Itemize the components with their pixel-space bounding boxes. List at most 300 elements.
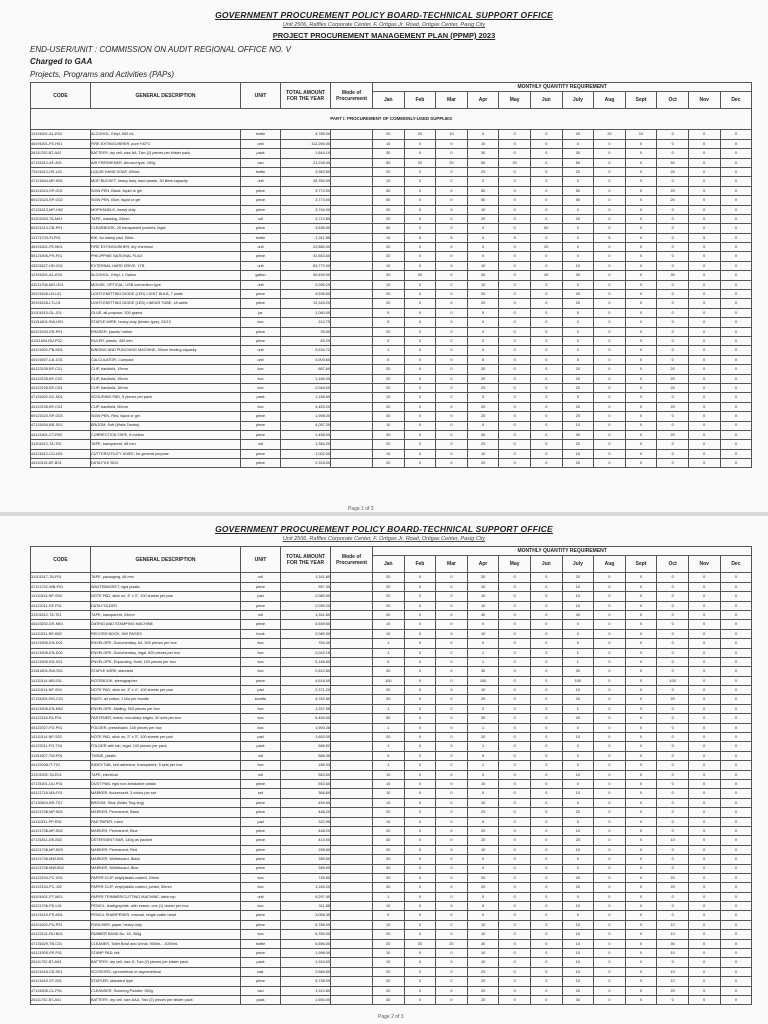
- qty-aug: 0: [594, 761, 626, 770]
- qty-feb: 0: [404, 920, 436, 929]
- qty-may: 0: [499, 592, 531, 601]
- item-unit: pack: [241, 995, 281, 1004]
- item-description: TWINE, plastic: [91, 751, 241, 760]
- item-description: ENVELOPE, Documentary, A4, 500 pieces per box: [91, 639, 241, 648]
- qty-aug: 0: [594, 629, 626, 638]
- item-description: WASTEBASKET, rigid plastic: [91, 582, 241, 591]
- qty-may: 0: [499, 949, 531, 958]
- item-code: 44122008-IT-T01: [31, 761, 91, 770]
- qty-nov: 0: [688, 826, 720, 835]
- item-mode: [331, 336, 373, 345]
- item-description: PENCIL SHARPENER, manual, single cutter head: [91, 911, 241, 920]
- qty-aug: 0: [594, 967, 626, 976]
- qty-aug: 0: [594, 977, 626, 986]
- item-total-amount: 2,371.20: [281, 686, 331, 695]
- qty-nov: 0: [688, 873, 720, 882]
- item-unit: bundle: [241, 695, 281, 704]
- qty-mar: 0: [436, 318, 468, 327]
- qty-nov: 0: [688, 308, 720, 317]
- qty-dec: 0: [720, 573, 752, 582]
- qty-july: 0: [562, 336, 594, 345]
- qty-oct: 0: [657, 393, 689, 402]
- col-code-header: CODE: [31, 547, 91, 573]
- qty-aug: 0: [594, 412, 626, 421]
- item-description: AIR FRESHENER, Aerosol type, 150g: [91, 158, 241, 167]
- item-code: 31201503-TA-M01: [31, 214, 91, 223]
- item-unit: pad: [241, 733, 281, 742]
- qty-apr: 100: [467, 676, 499, 685]
- qty-jun: 0: [530, 139, 562, 148]
- table-row: [31, 355, 752, 364]
- qty-apr: 5: [467, 902, 499, 911]
- qty-oct: 0: [657, 686, 689, 695]
- page-number-2: Page 2 of 3: [378, 1014, 404, 1020]
- table-row: [31, 243, 752, 252]
- table-row: [31, 770, 752, 779]
- qty-nov: 0: [688, 911, 720, 920]
- agency-address: Unit 2506, Raffles Corporate Center, F. Ortigas Jr. Road, Ortigas Center, Pasig City: [282, 22, 486, 28]
- qty-mar: 0: [436, 714, 468, 723]
- item-unit: piece: [241, 252, 281, 261]
- item-mode: [331, 779, 373, 788]
- qty-jun: 0: [530, 601, 562, 610]
- qty-nov: 0: [688, 939, 720, 948]
- qty-mar: 0: [436, 582, 468, 591]
- monthly-qty-header: MONTHLY QUANTITY REQUIREMENT: [373, 547, 752, 556]
- qty-nov: 0: [688, 733, 720, 742]
- qty-dec: 0: [720, 355, 752, 364]
- qty-july: 20: [562, 808, 594, 817]
- qty-may: 0: [499, 299, 531, 308]
- table-row: [31, 412, 752, 421]
- qty-sept: 0: [625, 186, 657, 195]
- item-code: 39101628-LT-L01: [31, 299, 91, 308]
- table-row: [31, 779, 752, 788]
- item-unit: piece: [241, 290, 281, 299]
- item-unit: book: [241, 629, 281, 638]
- item-description: NOTE PAD, stick on, 3" x 4", 100 sheets per pad: [91, 686, 241, 695]
- qty-jan: 10: [373, 629, 405, 638]
- item-total-amount: 1,060.00: [281, 308, 331, 317]
- qty-apr: 1: [467, 648, 499, 657]
- qty-sept: 0: [625, 196, 657, 205]
- qty-may: 0: [499, 883, 531, 892]
- qty-apr: 20: [467, 440, 499, 449]
- qty-aug: 0: [594, 421, 626, 430]
- qty-jan: 20: [373, 977, 405, 986]
- table-row: [31, 648, 752, 657]
- table-row: [31, 789, 752, 798]
- month-header-oct: Oct: [657, 92, 689, 109]
- qty-jun: 0: [530, 958, 562, 967]
- qty-july: 20: [562, 459, 594, 468]
- qty-may: 0: [499, 214, 531, 223]
- qty-oct: 20: [657, 695, 689, 704]
- item-mode: [331, 205, 373, 214]
- qty-apr: 50: [467, 158, 499, 167]
- item-mode: [331, 233, 373, 242]
- qty-may: 0: [499, 873, 531, 882]
- qty-sept: 0: [625, 365, 657, 374]
- item-total-amount: 1,158.60: [281, 393, 331, 402]
- qty-jan: 1: [373, 704, 405, 713]
- qty-feb: 0: [404, 855, 436, 864]
- qty-nov: 0: [688, 770, 720, 779]
- qty-oct: 0: [657, 318, 689, 327]
- qty-may: 0: [499, 648, 531, 657]
- qty-may: 0: [499, 196, 531, 205]
- qty-may: 0: [499, 995, 531, 1004]
- item-total-amount: 289.50: [281, 864, 331, 873]
- item-mode: [331, 214, 373, 223]
- qty-dec: 0: [720, 845, 752, 854]
- item-code: 31151804-SW-S01: [31, 667, 91, 676]
- item-mode: [331, 667, 373, 676]
- qty-july: 10: [562, 421, 594, 430]
- qty-mar: 0: [436, 421, 468, 430]
- qty-feb: 0: [404, 648, 436, 657]
- qty-oct: 0: [657, 864, 689, 873]
- item-mode: [331, 892, 373, 901]
- qty-oct: 0: [657, 440, 689, 449]
- qty-july: 50: [562, 196, 594, 205]
- qty-mar: 0: [436, 177, 468, 186]
- item-description: RUBBER BAND No. 18, 350g: [91, 930, 241, 939]
- item-total-amount: 311.85: [281, 902, 331, 911]
- table-row: [31, 883, 752, 892]
- item-total-amount: 1,900.28: [281, 723, 331, 732]
- col-mode-header: Mode of Procurement: [331, 547, 373, 573]
- qty-apr: 10: [467, 930, 499, 939]
- qty-jan: 5: [373, 318, 405, 327]
- qty-july: 0: [562, 280, 594, 289]
- qty-sept: 0: [625, 610, 657, 619]
- qty-nov: 0: [688, 130, 720, 139]
- table-row: [31, 601, 752, 610]
- item-unit: box: [241, 383, 281, 392]
- item-description: SIGN PEN, Black, liquid or gel: [91, 186, 241, 195]
- qty-jan: 10: [373, 177, 405, 186]
- item-code: 47121702-WB-P01: [31, 582, 91, 591]
- item-description: PHILIPPINE NATIONAL FLAG: [91, 252, 241, 261]
- qty-oct: 0: [657, 459, 689, 468]
- qty-feb: 0: [404, 430, 436, 439]
- item-description: NOTE PAD, stick on, 2" x 3", 100 sheets per pad: [91, 733, 241, 742]
- qty-may: 0: [499, 290, 531, 299]
- qty-apr: 1: [467, 657, 499, 666]
- item-unit: pack: [241, 393, 281, 402]
- qty-jan: 20: [373, 592, 405, 601]
- item-total-amount: 83,772.00: [281, 261, 331, 270]
- qty-july: 10: [562, 789, 594, 798]
- table-row: [31, 864, 752, 873]
- qty-july: 0: [562, 629, 594, 638]
- qty-may: 0: [499, 271, 531, 280]
- qty-jun: 0: [530, 883, 562, 892]
- qty-sept: 0: [625, 676, 657, 685]
- qty-oct: 0: [657, 808, 689, 817]
- table-row: [31, 449, 752, 458]
- item-description: SCISSORS, symmetrical or asymmetrical: [91, 967, 241, 976]
- item-total-amount: 1,240.20: [281, 883, 331, 892]
- item-total-amount: 3,903.60: [281, 355, 331, 364]
- qty-dec: 0: [720, 336, 752, 345]
- item-code: 47131601-DU-P01: [31, 779, 91, 788]
- qty-jan: 20: [373, 733, 405, 742]
- qty-may: 0: [499, 346, 531, 355]
- qty-apr: 30: [467, 939, 499, 948]
- qty-apr: 0: [467, 336, 499, 345]
- qty-sept: 0: [625, 318, 657, 327]
- qty-feb: 0: [404, 667, 436, 676]
- qty-nov: 0: [688, 573, 720, 582]
- item-unit: roll: [241, 770, 281, 779]
- qty-sept: 10: [625, 130, 657, 139]
- table-row: [31, 939, 752, 948]
- qty-july: 1: [562, 657, 594, 666]
- qty-feb: 0: [404, 686, 436, 695]
- qty-mar: 0: [436, 920, 468, 929]
- item-code: 26111702-BT-A02: [31, 149, 91, 158]
- item-total-amount: 6,760.00: [281, 930, 331, 939]
- qty-aug: 0: [594, 365, 626, 374]
- qty-jun: 0: [530, 592, 562, 601]
- qty-sept: 0: [625, 733, 657, 742]
- qty-dec: 0: [720, 402, 752, 411]
- qty-july: 10: [562, 733, 594, 742]
- qty-dec: 0: [720, 648, 752, 657]
- item-total-amount: 1,913.60: [281, 986, 331, 995]
- qty-jan: 20: [373, 573, 405, 582]
- qty-mar: 0: [436, 855, 468, 864]
- item-unit: can: [241, 986, 281, 995]
- qty-nov: 0: [688, 592, 720, 601]
- qty-aug: 0: [594, 299, 626, 308]
- qty-jan: 20: [373, 383, 405, 392]
- qty-july: 0: [562, 742, 594, 751]
- qty-dec: 0: [720, 374, 752, 383]
- qty-aug: 20: [594, 130, 626, 139]
- item-total-amount: 1,653.00: [281, 733, 331, 742]
- qty-mar: 0: [436, 412, 468, 421]
- qty-dec: 0: [720, 826, 752, 835]
- item-description: PAPER CLIP, vinyl/plastic coated, jumbo, 50mm: [91, 883, 241, 892]
- qty-may: 20: [499, 158, 531, 167]
- qty-apr: 10: [467, 958, 499, 967]
- qty-july: 10: [562, 582, 594, 591]
- month-header-dec: Dec: [720, 556, 752, 573]
- qty-apr: 20: [467, 402, 499, 411]
- table-row: [31, 911, 752, 920]
- qty-jun: 0: [530, 346, 562, 355]
- qty-apr: 20: [467, 412, 499, 421]
- qty-oct: 0: [657, 892, 689, 901]
- item-total-amount: 583.50: [281, 770, 331, 779]
- qty-nov: 0: [688, 949, 720, 958]
- qty-mar: 0: [436, 995, 468, 1004]
- item-code: 14111531-RE-B02: [31, 629, 91, 638]
- qty-aug: 0: [594, 995, 626, 1004]
- qty-sept: 0: [625, 308, 657, 317]
- qty-may: 0: [499, 149, 531, 158]
- qty-jan: 10: [373, 798, 405, 807]
- item-mode: [331, 930, 373, 939]
- item-mode: [331, 751, 373, 760]
- qty-dec: 0: [720, 958, 752, 967]
- item-unit: box: [241, 714, 281, 723]
- qty-may: 0: [499, 723, 531, 732]
- qty-july: 10: [562, 939, 594, 948]
- qty-oct: 0: [657, 770, 689, 779]
- table-row: [31, 723, 752, 732]
- qty-feb: 0: [404, 798, 436, 807]
- qty-july: 40: [562, 610, 594, 619]
- table-row: [31, 836, 752, 845]
- table-row: [31, 592, 752, 601]
- qty-aug: 0: [594, 902, 626, 911]
- item-total-amount: 6,786.00: [281, 920, 331, 929]
- qty-nov: 0: [688, 967, 720, 976]
- qty-dec: 0: [720, 892, 752, 901]
- qty-apr: 0: [467, 704, 499, 713]
- qty-apr: 10: [467, 629, 499, 638]
- qty-nov: 0: [688, 902, 720, 911]
- item-mode: [331, 995, 373, 1004]
- qty-nov: 0: [688, 167, 720, 176]
- qty-jan: 20: [373, 808, 405, 817]
- table-row: [31, 271, 752, 280]
- table-row: [31, 714, 752, 723]
- item-unit: box: [241, 930, 281, 939]
- table-row: [31, 393, 752, 402]
- qty-apr: 5: [467, 817, 499, 826]
- qty-sept: 0: [625, 573, 657, 582]
- charged-to: Charged to GAA: [30, 57, 93, 66]
- qty-nov: 0: [688, 817, 720, 826]
- qty-dec: 0: [720, 939, 752, 948]
- qty-aug: 0: [594, 449, 626, 458]
- qty-jan: 20: [373, 374, 405, 383]
- qty-jun: 0: [530, 723, 562, 732]
- qty-oct: 10: [657, 920, 689, 929]
- qty-sept: 0: [625, 695, 657, 704]
- item-total-amount: 448.20: [281, 808, 331, 817]
- qty-dec: 0: [720, 280, 752, 289]
- qty-may: 0: [499, 686, 531, 695]
- qty-mar: 0: [436, 770, 468, 779]
- item-description: GLUE, all-purpose, 200 grams: [91, 308, 241, 317]
- qty-nov: 0: [688, 629, 720, 638]
- table-row: [31, 402, 752, 411]
- qty-aug: 0: [594, 318, 626, 327]
- qty-oct: 20: [657, 383, 689, 392]
- qty-feb: 0: [404, 186, 436, 195]
- qty-dec: 0: [720, 167, 752, 176]
- qty-feb: 0: [404, 243, 436, 252]
- qty-jan: 10: [373, 949, 405, 958]
- qty-july: 20: [562, 883, 594, 892]
- qty-feb: 0: [404, 592, 436, 601]
- qty-sept: 0: [625, 299, 657, 308]
- qty-sept: 0: [625, 770, 657, 779]
- month-header-july: July: [562, 556, 594, 573]
- qty-aug: 0: [594, 639, 626, 648]
- qty-apr: 20: [467, 459, 499, 468]
- qty-nov: 0: [688, 808, 720, 817]
- qty-sept: 0: [625, 139, 657, 148]
- qty-feb: 0: [404, 149, 436, 158]
- qty-oct: 0: [657, 995, 689, 1004]
- qty-feb: 0: [404, 383, 436, 392]
- item-total-amount: 1,458.00: [281, 430, 331, 439]
- item-mode: [331, 139, 373, 148]
- qty-may: 0: [499, 836, 531, 845]
- item-unit: unit: [241, 892, 281, 901]
- qty-may: 0: [499, 421, 531, 430]
- qty-feb: 0: [404, 733, 436, 742]
- item-description: SCOURING PAD, 5 pieces per pack: [91, 393, 241, 402]
- qty-jan: 10: [373, 770, 405, 779]
- item-unit: piece: [241, 449, 281, 458]
- item-unit: unit: [241, 177, 281, 186]
- qty-mar: 0: [436, 826, 468, 835]
- qty-feb: 0: [404, 318, 436, 327]
- qty-nov: 0: [688, 695, 720, 704]
- qty-oct: 0: [657, 177, 689, 186]
- qty-jun: 0: [530, 177, 562, 186]
- qty-may: 0: [499, 845, 531, 854]
- table-row: [31, 733, 752, 742]
- item-unit: unit: [241, 243, 281, 252]
- qty-jun: 0: [530, 318, 562, 327]
- qty-july: 20: [562, 695, 594, 704]
- qty-may: 0: [499, 355, 531, 364]
- qty-dec: 0: [720, 629, 752, 638]
- qty-jun: 0: [530, 967, 562, 976]
- qty-nov: 0: [688, 355, 720, 364]
- qty-apr: 20: [467, 374, 499, 383]
- qty-jan: 30: [373, 412, 405, 421]
- qty-july: 20: [562, 714, 594, 723]
- qty-mar: 5: [436, 233, 468, 242]
- qty-feb: 0: [404, 224, 436, 233]
- qty-dec: 0: [720, 789, 752, 798]
- item-total-amount: 957.30: [281, 582, 331, 591]
- qty-feb: 0: [404, 930, 436, 939]
- qty-apr: 0: [467, 421, 499, 430]
- qty-july: 10: [562, 967, 594, 976]
- qty-nov: 0: [688, 676, 720, 685]
- qty-july: 20: [562, 374, 594, 383]
- qty-feb: 0: [404, 573, 436, 582]
- item-total-amount: 4,536.60: [281, 290, 331, 299]
- item-description: MOPHANDLE, heavy duty: [91, 205, 241, 214]
- qty-jun: 0: [530, 986, 562, 995]
- qty-oct: 0: [657, 639, 689, 648]
- item-description: ENVELOPE, Documentary, legal, 500 pieces per box: [91, 648, 241, 657]
- table-row: [31, 873, 752, 882]
- item-code: 60121413-CB-P01: [31, 224, 91, 233]
- qty-mar: 0: [436, 667, 468, 676]
- qty-mar: 0: [436, 149, 468, 158]
- qty-apr: 40: [467, 610, 499, 619]
- qty-oct: 0: [657, 224, 689, 233]
- item-description: ALCOHOL, Ethyl, 500 mL: [91, 130, 241, 139]
- item-description: LIQUID HAND SOAP, 500mL: [91, 167, 241, 176]
- item-code: 26111702-BT-A03: [31, 958, 91, 967]
- qty-aug: 0: [594, 158, 626, 167]
- qty-sept: 0: [625, 421, 657, 430]
